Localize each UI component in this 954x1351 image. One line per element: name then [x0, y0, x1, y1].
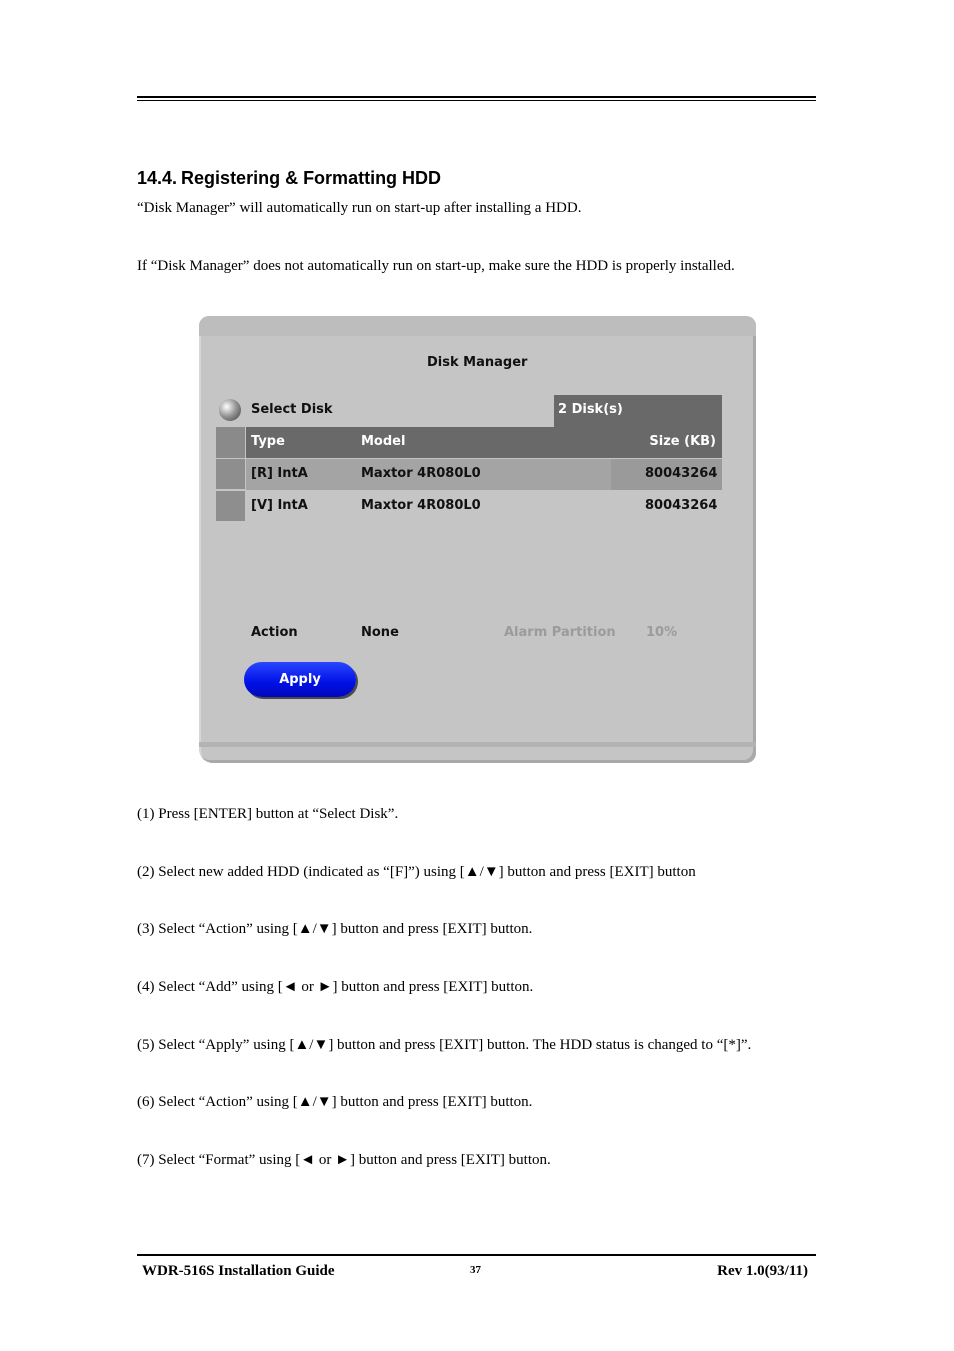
row-status-cell — [216, 491, 245, 521]
alarm-partition-value: 10% — [646, 625, 678, 640]
section-title: Registering & Formatting HDD — [181, 168, 442, 188]
disk-count-box — [554, 395, 722, 427]
select-disk-label[interactable]: Select Disk — [251, 402, 333, 417]
disk-table-header — [246, 427, 722, 458]
alarm-partition-label: Alarm Partition — [504, 625, 616, 640]
apply-button[interactable]: Apply — [244, 662, 356, 697]
footer-page-number: 37 — [470, 1264, 481, 1276]
column-type: Type — [251, 434, 285, 449]
row-model: Maxtor 4R080L0 — [361, 466, 481, 481]
disk-manager-title: Disk Manager — [427, 355, 528, 370]
status-column-header — [216, 427, 245, 458]
action-label: Action — [251, 625, 298, 640]
screen-bottom-bar — [199, 742, 756, 747]
step-1: (1) Press [ENTER] button at “Select Disk”. — [137, 806, 399, 822]
header-rule — [137, 96, 816, 98]
note-paragraph: If “Disk Manager” does not automatically run on start-up, make sure the HDD is properly installed. — [137, 258, 735, 274]
header-rule-thin — [137, 100, 816, 101]
footer-revision: Rev 1.0(93/11) — [717, 1263, 808, 1279]
row-size: 80043264 — [645, 466, 718, 481]
column-model: Model — [361, 434, 406, 449]
disk-icon — [219, 399, 241, 421]
disk-manager-screen — [199, 316, 756, 763]
row-status-cell — [216, 459, 245, 489]
step-6: (6) Select “Action” using [▲/▼] button and press [EXIT] button. — [137, 1094, 533, 1110]
row-type: [R] IntA — [251, 466, 308, 481]
footer-doc-title: WDR-516S Installation Guide — [142, 1263, 335, 1279]
section-heading — [137, 168, 441, 189]
screen-top-bar — [199, 316, 756, 336]
action-value[interactable]: None — [361, 625, 399, 640]
step-2: (2) Select new added HDD (indicated as “[F]”) using [▲/▼] button and press [EXIT] button — [137, 864, 696, 880]
section-number: 14.4. — [137, 168, 178, 188]
row-size: 80043264 — [645, 498, 718, 513]
disk-count: 2 Disk(s) — [558, 402, 623, 417]
row-model: Maxtor 4R080L0 — [361, 498, 481, 513]
intro-paragraph: “Disk Manager” will automatically run on start-up after installing a HDD. — [137, 200, 582, 216]
step-4: (4) Select “Add” using [◄ or ►] button and press [EXIT] button. — [137, 979, 534, 995]
footer-rule — [137, 1254, 816, 1256]
step-3: (3) Select “Action” using [▲/▼] button and press [EXIT] button. — [137, 921, 533, 937]
row-type: [V] IntA — [251, 498, 308, 513]
step-7: (7) Select “Format” using [◄ or ►] button and press [EXIT] button. — [137, 1152, 551, 1168]
column-size: Size (KB) — [649, 434, 716, 449]
step-5: (5) Select “Apply” using [▲/▼] button and press [EXIT] button. The HDD status is changed to “[*]”. — [137, 1037, 752, 1053]
